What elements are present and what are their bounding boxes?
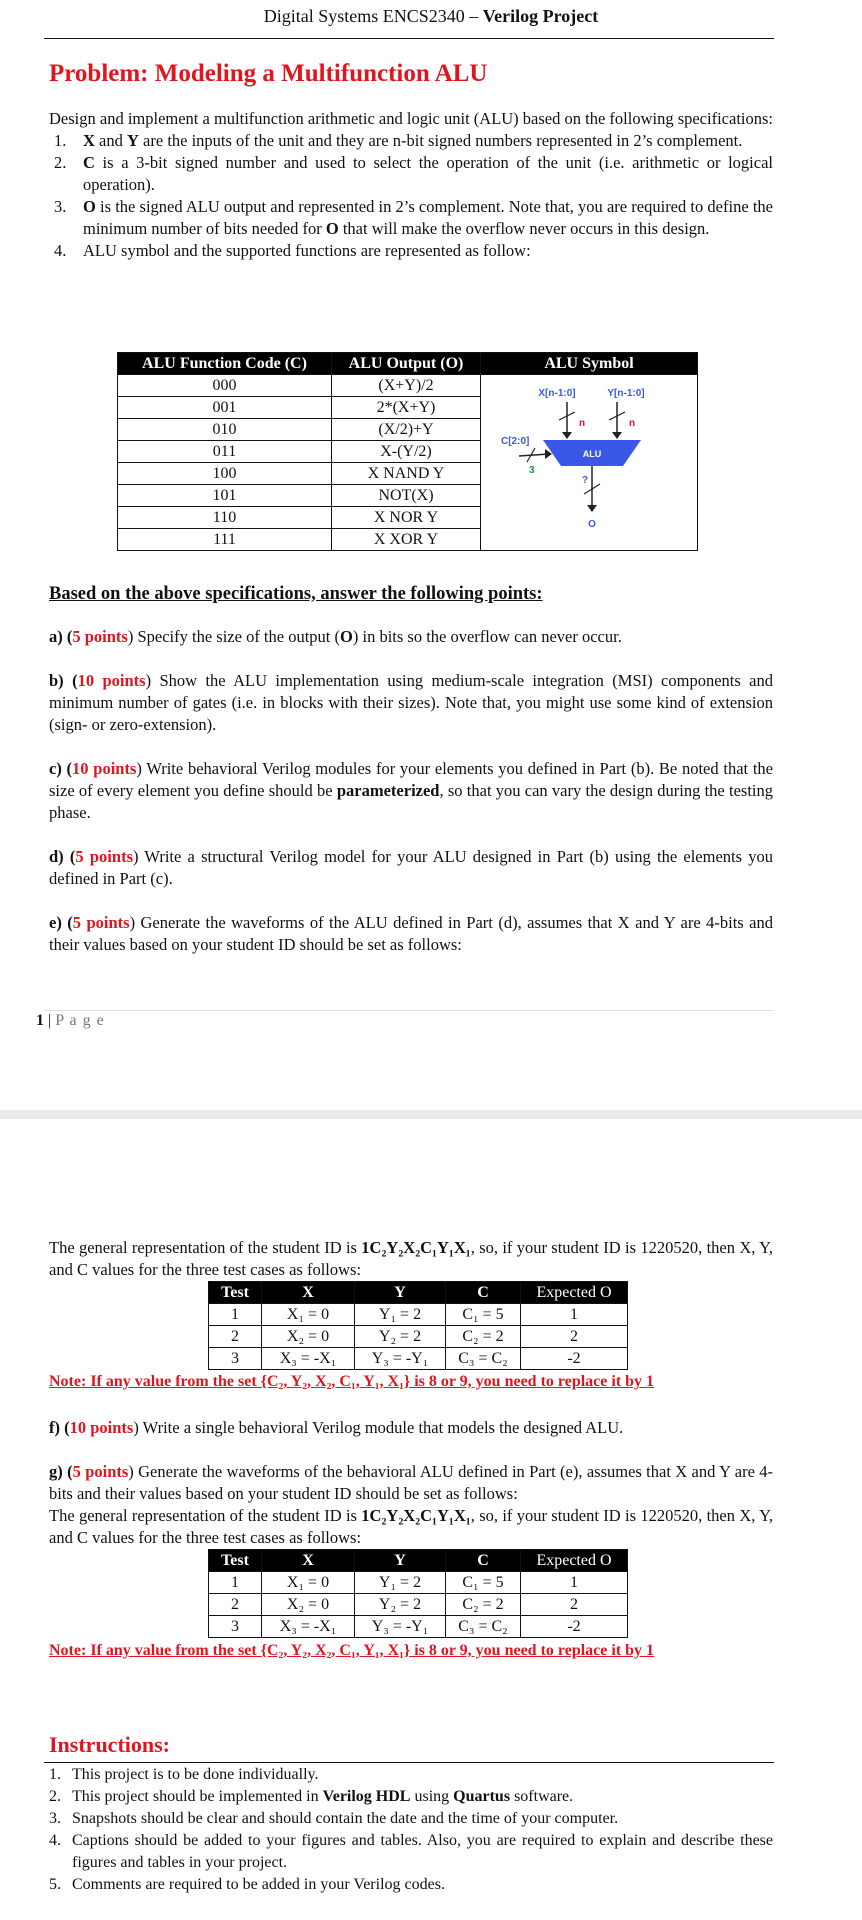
table-cell: 2*(X+Y) — [332, 397, 481, 419]
table-row — [209, 1326, 628, 1348]
table-row — [209, 1594, 628, 1616]
spec-num: 2. — [54, 153, 67, 172]
page-number: 1 — [36, 1012, 44, 1029]
header-rule — [44, 38, 774, 39]
table-cell: 011 — [118, 441, 332, 463]
instruction-text: Snapshots should be clear and should contain the date and the time of your computer. — [72, 1810, 619, 1827]
instruction-num: 2. — [49, 1788, 61, 1805]
student-id-text-1 — [49, 1237, 773, 1281]
alu-function-table — [117, 352, 698, 551]
table-cell: (X+Y)/2 — [332, 375, 481, 397]
spec-text: ALU symbol and the supported functions are represented as follow: — [83, 241, 531, 260]
x-width-label: n — [579, 417, 586, 429]
student-id-text-2 — [49, 1505, 773, 1549]
table-header — [521, 1550, 628, 1572]
spec-bold: O — [325, 219, 339, 238]
table-cell: 2 — [209, 1326, 262, 1348]
part-points: 10 points — [69, 1418, 134, 1437]
table-cell: C₃ = C₂ — [446, 1616, 521, 1638]
table-cell: C₂ = 2 — [446, 1326, 521, 1348]
x-arrow-head — [562, 432, 572, 439]
part-points: 10 points — [77, 671, 146, 690]
part-d — [49, 846, 773, 890]
table-header: ALU Output (O) — [332, 353, 481, 375]
part-c — [49, 758, 773, 824]
table-cell: C₁ = 5 — [446, 1304, 521, 1326]
id-text-pre: The general representation of the student ID is — [49, 1506, 362, 1525]
table-cell: 1 — [521, 1304, 628, 1326]
instruction-num: 5. — [49, 1876, 61, 1893]
table-cell: X₂ = 0 — [262, 1594, 355, 1616]
table-cell: 2 — [521, 1326, 628, 1348]
table-cell: C₁ = 5 — [446, 1572, 521, 1594]
instruction-item — [49, 1874, 773, 1896]
table-cell: 111 — [118, 529, 332, 551]
intro-text: Design and implement a multifunction arithmetic and logic unit (ALU) based on the following specifications: — [49, 109, 773, 128]
table-cell: X XOR Y — [332, 529, 481, 551]
instruction-num: 3. — [49, 1810, 61, 1827]
part-points: 5 points — [72, 627, 128, 646]
table-cell: X₁ = 0 — [262, 1572, 355, 1594]
table-header: C — [446, 1282, 521, 1304]
part-f — [49, 1417, 773, 1439]
table-cell: Y₂ = 2 — [355, 1326, 446, 1348]
part-e — [49, 912, 773, 956]
table-header: Y — [355, 1282, 446, 1304]
table-cell: Y₂ = 2 — [355, 1594, 446, 1616]
table-cell: Y₁ = 2 — [355, 1572, 446, 1594]
part-text: ) Show the ALU implementation using medium-scale integration (MSI) components and minimum number of gates (i.e. in blocks with their sizes). Note that, you might use some kind of extension (sign- or zero-extension). — [49, 671, 773, 734]
spec-num: 1. — [54, 131, 67, 150]
table-cell: 1 — [209, 1572, 262, 1594]
page-footer — [36, 1012, 105, 1030]
spec-bold: Y — [127, 131, 139, 150]
id-format: 1C₂Y₂X₂C₁Y₁X₁ — [361, 1506, 471, 1525]
spec-num: 3. — [54, 197, 67, 216]
header-project: Verilog Project — [482, 6, 599, 26]
part-points: 5 points — [72, 913, 130, 932]
instruction-text: software. — [510, 1788, 574, 1805]
id-text-pre: The general representation of the student ID is — [49, 1238, 362, 1257]
part-text: ) Generate the waveforms of the behavioral ALU defined in Part (e), assumes that X and Y are 4-bits and their values based on your student ID should be set as follows: — [49, 1462, 773, 1503]
table-cell: 001 — [118, 397, 332, 419]
instruction-bold: Quartus — [453, 1788, 511, 1805]
part-points: 5 points — [75, 847, 133, 866]
table-cell: X NOR Y — [332, 507, 481, 529]
spec-text: is a 3-bit signed number and used to select the operation of the unit (i.e. arithmetic or logical operation). — [83, 153, 773, 194]
table-cell: -2 — [521, 1616, 628, 1638]
spec-text: that will make the overflow never occurs in this design. — [338, 219, 710, 238]
part-text: ) in bits so the overflow can never occur. — [352, 627, 622, 646]
table-cell: -2 — [521, 1348, 628, 1370]
page-gap — [0, 1110, 862, 1119]
page-rule — [44, 1010, 774, 1011]
table-cell: 101 — [118, 485, 332, 507]
part-g — [49, 1461, 773, 1505]
spec-bold: C — [83, 153, 95, 172]
table-cell: 000 — [118, 375, 332, 397]
instructions-rule — [44, 1762, 774, 1763]
spec-num: 4. — [54, 241, 67, 260]
table-cell: Y₃ = -Y₁ — [355, 1348, 446, 1370]
table-row — [118, 375, 698, 397]
part-text: ) Specify the size of the output ( — [127, 627, 341, 646]
table-cell: X₂ = 0 — [262, 1326, 355, 1348]
table-header: ALU Symbol — [481, 353, 698, 375]
table-cell: 010 — [118, 419, 332, 441]
table-cell: 3 — [209, 1616, 262, 1638]
spec-item — [49, 240, 773, 262]
table-cell: (X/2)+Y — [332, 419, 481, 441]
c-input-label: C[2:0] — [501, 435, 530, 447]
page-header — [0, 6, 862, 27]
page-title: Problem: Modeling a Multifunction ALU — [49, 60, 488, 87]
test-table-2 — [208, 1549, 628, 1638]
spec-list — [49, 130, 773, 262]
instruction-item — [49, 1786, 773, 1808]
answer-heading: Based on the above specifications, answer the following points: — [49, 584, 543, 604]
part-points: 10 points — [72, 759, 137, 778]
table-cell: 100 — [118, 463, 332, 485]
table-header: X — [262, 1282, 355, 1304]
table-cell: Y₃ = -Y₁ — [355, 1616, 446, 1638]
part-label: c) ( — [49, 759, 73, 778]
table-cell: X-(Y/2) — [332, 441, 481, 463]
spec-item — [49, 196, 773, 240]
id-text-post: , so, if your student ID is 1220520, then X, Y, and C values for the three test cases as follows: — [49, 1238, 773, 1279]
id-format: 1C₂Y₂X₂C₁Y₁X₁ — [361, 1238, 471, 1257]
instruction-num: 4. — [49, 1832, 61, 1849]
test-table-1 — [208, 1281, 628, 1370]
x-input-label: X[n-1:0] — [538, 387, 576, 399]
part-b — [49, 670, 773, 736]
c-input-wire — [519, 454, 549, 456]
part-label: d) ( — [49, 847, 76, 866]
part-label: f) ( — [49, 1418, 70, 1437]
table-cell: C₃ = C₂ — [446, 1348, 521, 1370]
part-a — [49, 626, 773, 648]
table-cell: X₃ = -X₁ — [262, 1616, 355, 1638]
spec-text: and — [94, 131, 127, 150]
y-input-label: Y[n-1:0] — [607, 387, 645, 399]
note-2: Note: If any value from the set {C₂, Y₂, X₂, C₁, Y₁, X₁} is 8 or 9, you need to replace it by 1 — [49, 1642, 655, 1659]
instructions-title: Instructions: — [49, 1732, 171, 1757]
part-label: g) ( — [49, 1462, 73, 1481]
instruction-bold: Verilog HDL — [322, 1788, 411, 1805]
spec-text: are the inputs of the unit and they are n-bit signed numbers represented in 2’s complement. — [138, 131, 743, 150]
spec-item — [49, 130, 773, 152]
output-arrow-head — [587, 505, 597, 512]
table-cell: 1 — [521, 1572, 628, 1594]
instruction-item — [49, 1808, 773, 1830]
instruction-text: This project is to be done individually. — [72, 1766, 319, 1783]
alu-block-label: ALU — [582, 448, 602, 459]
table-cell: X₁ = 0 — [262, 1304, 355, 1326]
instruction-text: Captions should be added to your figures and tables. Also, you are required to explain and describe these figures and tables in your project. — [72, 1832, 773, 1871]
note-1: Note: If any value from the set {C₂, Y₂, X₂, C₁, Y₁, X₁} is 8 or 9, you need to replace it by 1 — [49, 1373, 655, 1390]
table-header: X — [262, 1550, 355, 1572]
table-row — [209, 1616, 628, 1638]
part-text: ) Write behavioral Verilog modules for your elements you defined in Part (b). Be noted that the size of every element you define should be — [49, 759, 773, 800]
page-word: P a g e — [55, 1012, 105, 1029]
table-row — [209, 1304, 628, 1326]
table-header — [521, 1282, 628, 1304]
expected-header: Expected O — [536, 1284, 612, 1301]
output-width-label: ? — [582, 474, 589, 486]
instruction-item — [49, 1764, 773, 1786]
table-cell: X NAND Y — [332, 463, 481, 485]
table-header: Y — [355, 1550, 446, 1572]
y-width-label: n — [629, 417, 636, 429]
page-sep: | — [44, 1012, 56, 1029]
part-text: ) Generate the waveforms of the ALU defined in Part (d), assumes that X and Y are 4-bits and their values based on your student ID should be set as follows: — [49, 913, 773, 954]
table-cell: 110 — [118, 507, 332, 529]
table-header: ALU Function Code (C) — [118, 353, 332, 375]
spec-text: is the signed ALU output and represented in 2’s complement. Note that, you are required to define the minimum number of bits needed for — [83, 197, 773, 238]
alu-symbol-diagram — [485, 376, 693, 544]
part-points: 5 points — [72, 1462, 129, 1481]
spec-bold: X — [83, 131, 95, 150]
part-text: ) Write a structural Verilog model for your ALU designed in Part (b) using the elements you defined in Part (c). — [49, 847, 774, 888]
table-cell: 1 — [209, 1304, 262, 1326]
expected-header: Expected O — [536, 1552, 612, 1569]
part-label: e) ( — [49, 913, 73, 932]
table-header: C — [446, 1550, 521, 1572]
table-cell: Y₁ = 2 — [355, 1304, 446, 1326]
y-arrow-head — [612, 432, 622, 439]
header-course: Digital Systems ENCS2340 – — [263, 6, 483, 26]
alu-symbol-cell — [481, 375, 698, 551]
table-cell: NOT(X) — [332, 485, 481, 507]
table-cell: 3 — [209, 1348, 262, 1370]
c-width-label: 3 — [529, 464, 535, 476]
intro-block — [49, 108, 773, 262]
part-bold: O — [340, 627, 353, 646]
part-text: ) Write a single behavioral Verilog module that models the designed ALU. — [133, 1418, 624, 1437]
instruction-text: Comments are required to be added in your Verilog codes. — [72, 1876, 445, 1893]
table-header: Test — [209, 1282, 262, 1304]
part-bold: parameterized — [336, 781, 440, 800]
table-row — [209, 1348, 628, 1370]
spec-bold: O — [83, 197, 96, 216]
id-text-post: , so, if your student ID is 1220520, then X, Y, and C values for the three test cases as follows: — [49, 1506, 773, 1547]
table-row — [209, 1572, 628, 1594]
table-cell: 2 — [521, 1594, 628, 1616]
instruction-item — [49, 1830, 773, 1874]
table-cell: 2 — [209, 1594, 262, 1616]
part-text: , so that you can vary the design during the testing phase. — [49, 781, 773, 822]
instructions-list — [49, 1764, 773, 1896]
instruction-num: 1. — [49, 1766, 61, 1783]
instruction-text: This project should be implemented in — [72, 1788, 323, 1805]
spec-item — [49, 152, 773, 196]
part-label: a) ( — [49, 627, 73, 646]
instruction-text: using — [410, 1788, 454, 1805]
table-cell: X₃ = -X₁ — [262, 1348, 355, 1370]
table-cell: C₂ = 2 — [446, 1594, 521, 1616]
table-header: Test — [209, 1550, 262, 1572]
part-label: b) ( — [49, 671, 78, 690]
output-label: O — [588, 518, 596, 530]
